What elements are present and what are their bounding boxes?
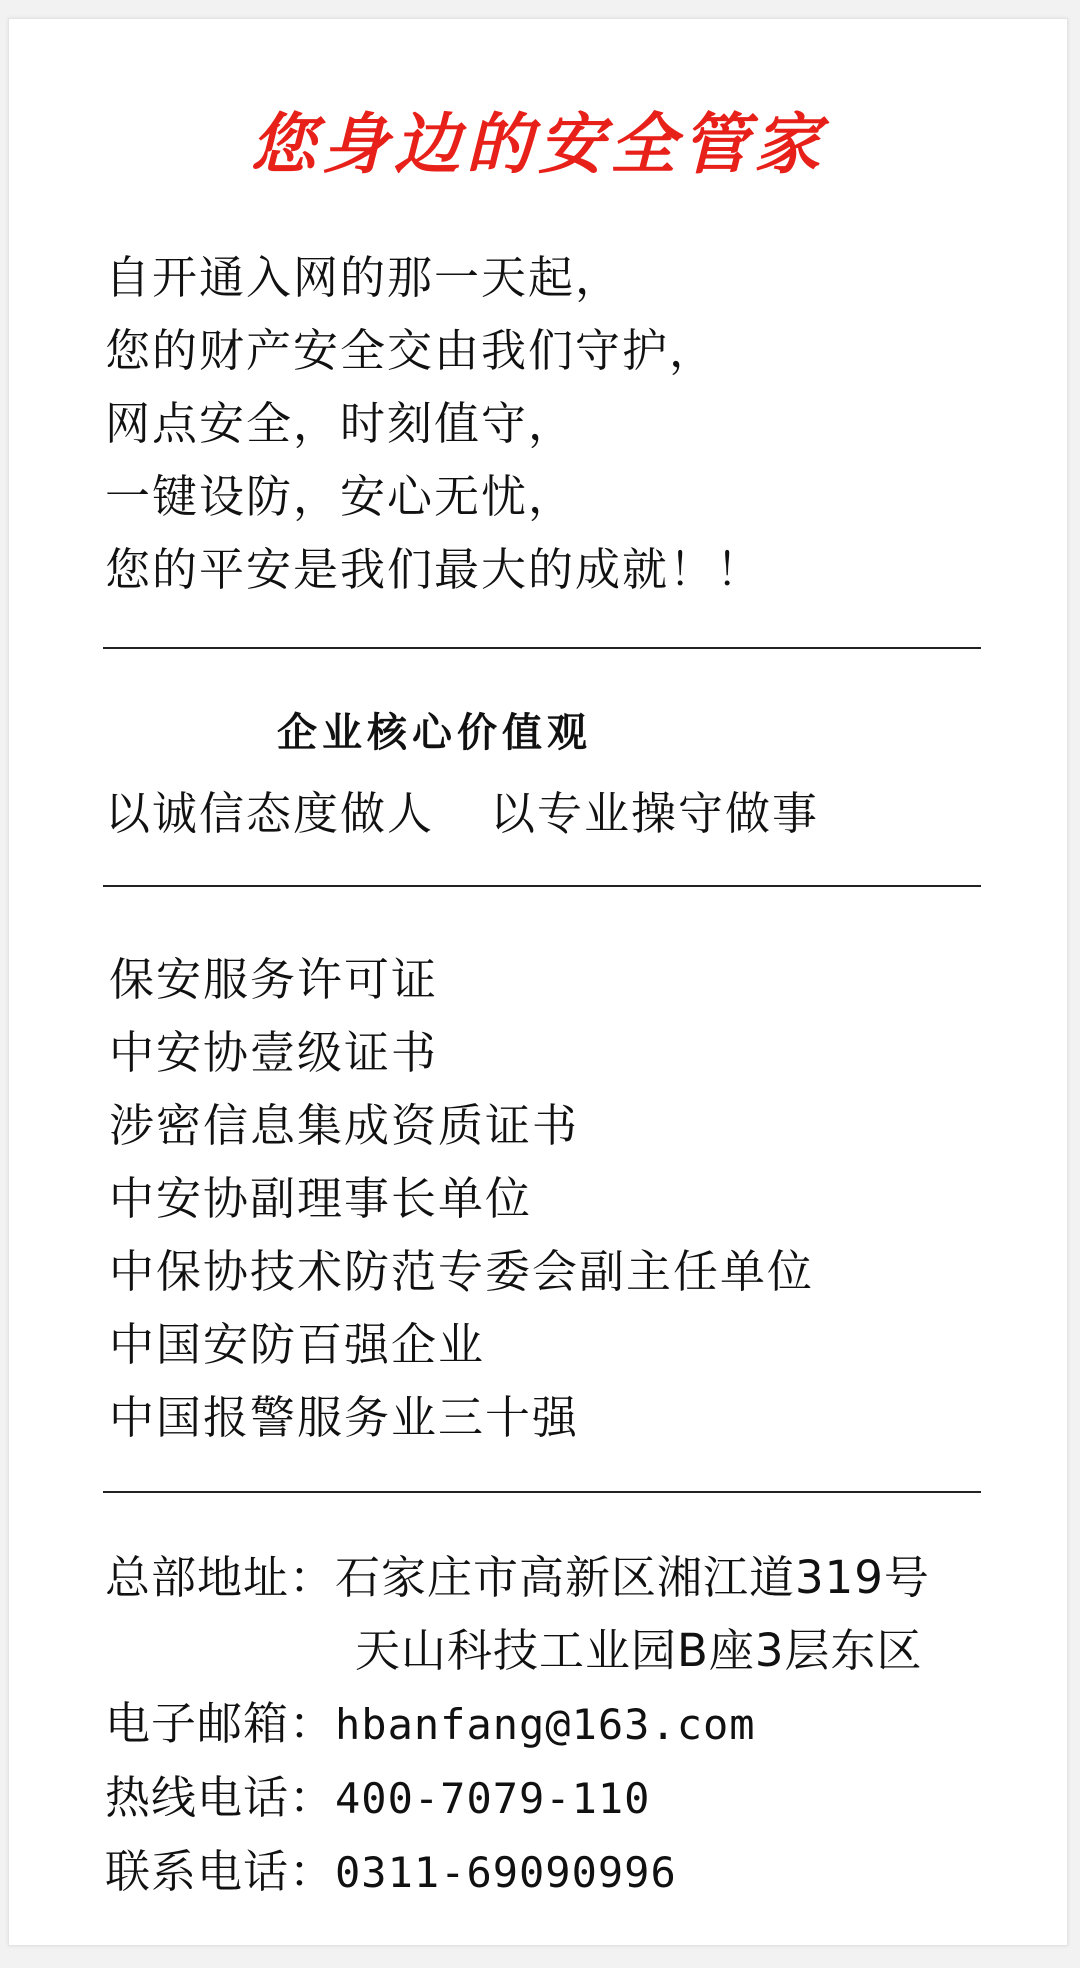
contact-block [105, 1541, 930, 1909]
core-value-right: 以专业操守做事 [490, 787, 820, 840]
certification-item: 保安服务许可证 [109, 953, 439, 1006]
slogan-line: 一键设防，安心无忧， [105, 470, 576, 523]
slogan-block [105, 241, 763, 606]
email-value[interactable]: hbanfang@163.com [335, 1700, 756, 1749]
divider [103, 1491, 981, 1493]
address-line-1: 石家庄市高新区湘江道319号 [335, 1551, 930, 1604]
core-value-left: 以诚信态度做人 [105, 787, 435, 840]
address-row [105, 1541, 930, 1614]
hotline-label: 热线电话： [105, 1771, 336, 1824]
address-row-2 [105, 1614, 930, 1687]
slogan-line: 您的财产安全交由我们守护， [105, 324, 717, 377]
page-title: 您身边的安全管家 [250, 105, 826, 183]
divider [103, 647, 981, 649]
certification-item: 中国报警服务业三十强 [109, 1391, 580, 1444]
divider [103, 885, 981, 887]
email-row [105, 1687, 930, 1761]
phone-row [105, 1835, 930, 1909]
core-values-text [105, 777, 819, 842]
address-line-2: 天山科技工业园B座3层东区 [355, 1624, 923, 1677]
hotline-value[interactable]: 400-7079-110 [335, 1774, 651, 1823]
hotline-row [105, 1761, 930, 1835]
info-card [8, 18, 1068, 1946]
certification-item: 中保协技术防范专委会副主任单位 [109, 1245, 815, 1298]
email-label: 电子邮箱： [105, 1697, 336, 1750]
slogan-line: 自开通入网的那一天起， [105, 251, 623, 304]
certification-item: 中安协壹级证书 [109, 1026, 439, 1079]
slogan-line: 您的平安是我们最大的成就！！ [105, 543, 764, 596]
phone-value[interactable]: 0311-69090996 [335, 1848, 677, 1897]
address-label: 总部地址： [105, 1551, 336, 1604]
core-values-heading: 企业核心价值观 [277, 709, 592, 756]
certification-list [109, 943, 814, 1454]
certification-item: 涉密信息集成资质证书 [109, 1099, 580, 1152]
certification-item: 中国安防百强企业 [109, 1318, 486, 1371]
slogan-line: 网点安全，时刻值守， [105, 397, 576, 450]
phone-label: 联系电话： [105, 1845, 336, 1898]
certification-item: 中安协副理事长单位 [109, 1172, 533, 1225]
